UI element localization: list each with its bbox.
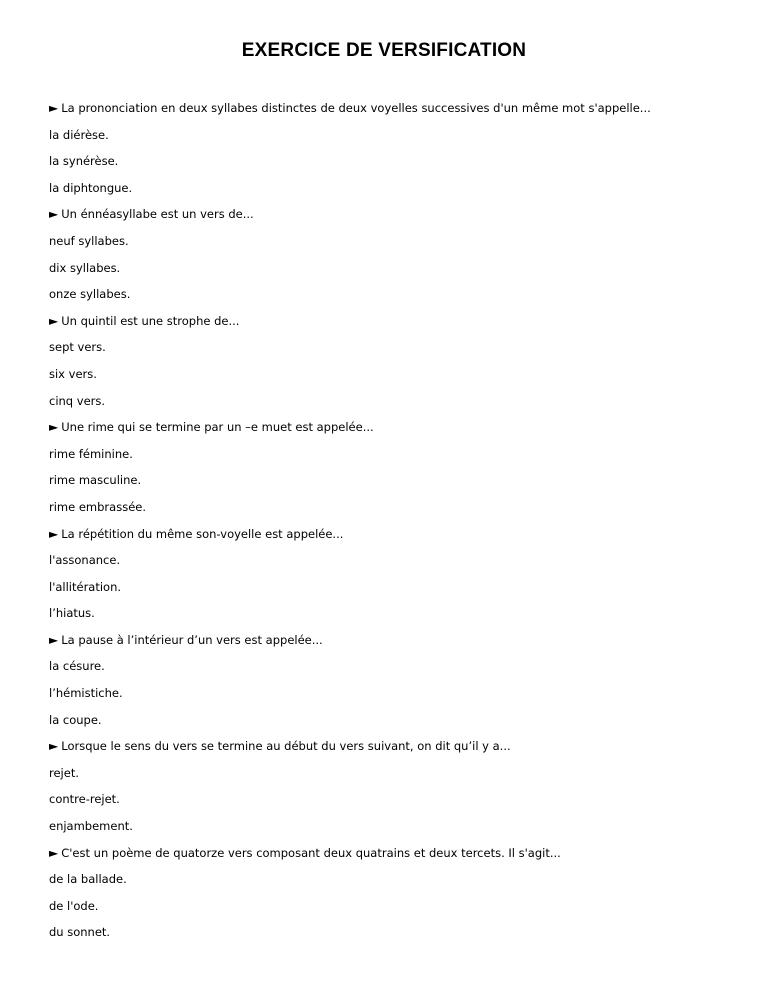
question-1 xyxy=(49,97,749,124)
question-7 xyxy=(49,735,749,762)
answer-option: du sonnet. xyxy=(49,925,111,940)
question-3 xyxy=(49,310,749,337)
question-text: C'est un poème de quatorze vers composant deux quatrains et deux tercets. Il s'agit... xyxy=(61,845,561,860)
arrow-right-icon: ► xyxy=(49,845,59,860)
answer-option: la synérèse. xyxy=(49,154,119,169)
answer-option: rime féminine. xyxy=(49,446,133,461)
question-text: La répétition du même son-voyelle est appelée... xyxy=(61,526,344,541)
question-text: Un énnéasyllabe est un vers de... xyxy=(61,207,254,222)
arrow-right-icon: ► xyxy=(49,101,59,115)
question-text: La prononciation en deux syllabes distinctes de deux voyelles successives d'un même mot s'appelle... xyxy=(61,101,651,115)
answer-option: dix syllabes. xyxy=(49,260,121,275)
answer-option: l'assonance. xyxy=(49,553,121,568)
question-text: Lorsque le sens du vers se termine au début du vers suivant, on dit qu’il y a... xyxy=(61,739,511,754)
answer-option: la diérèse. xyxy=(49,127,109,142)
page-title: EXERCICE DE VERSIFICATION xyxy=(241,40,527,61)
question-6 xyxy=(49,629,749,656)
arrow-right-icon: ► xyxy=(49,632,59,647)
question-text: Une rime qui se termine par un –e muet est appelée... xyxy=(61,420,374,435)
answer-option: onze syllabes. xyxy=(49,287,131,302)
answer-option: cinq vers. xyxy=(49,393,106,408)
arrow-right-icon: ► xyxy=(49,739,59,754)
answer-option: la césure. xyxy=(49,659,105,674)
answer-option: rejet. xyxy=(49,765,79,780)
answer-option: l’hémistiche. xyxy=(49,686,123,701)
arrow-right-icon: ► xyxy=(49,207,59,222)
question-2 xyxy=(49,203,749,230)
arrow-right-icon: ► xyxy=(49,313,59,328)
answer-option: six vers. xyxy=(49,366,97,381)
answer-option: l'allitération. xyxy=(49,579,122,594)
answer-option: neuf syllabes. xyxy=(49,233,129,248)
question-4 xyxy=(49,416,749,443)
question-text: La pause à l’intérieur d’un vers est appelée... xyxy=(61,632,323,647)
answer-option: sept vers. xyxy=(49,340,106,355)
answer-option: contre-rejet. xyxy=(49,792,120,807)
question-8 xyxy=(49,842,749,869)
answer-option: l’hiatus. xyxy=(49,606,95,621)
answer-option: rime masculine. xyxy=(49,473,142,488)
answer-option: de l'ode. xyxy=(49,898,99,913)
answer-option: rime embrassée. xyxy=(49,499,146,514)
arrow-right-icon: ► xyxy=(49,420,59,435)
exercise-list xyxy=(49,97,749,948)
answer-option: la diphtongue. xyxy=(49,180,133,195)
answer-option: de la ballade. xyxy=(49,872,127,887)
arrow-right-icon: ► xyxy=(49,526,59,541)
question-5 xyxy=(49,523,749,550)
question-text: Un quintil est une strophe de... xyxy=(61,313,240,328)
answer-option: la coupe. xyxy=(49,712,102,727)
answer-option: enjambement. xyxy=(49,819,133,834)
